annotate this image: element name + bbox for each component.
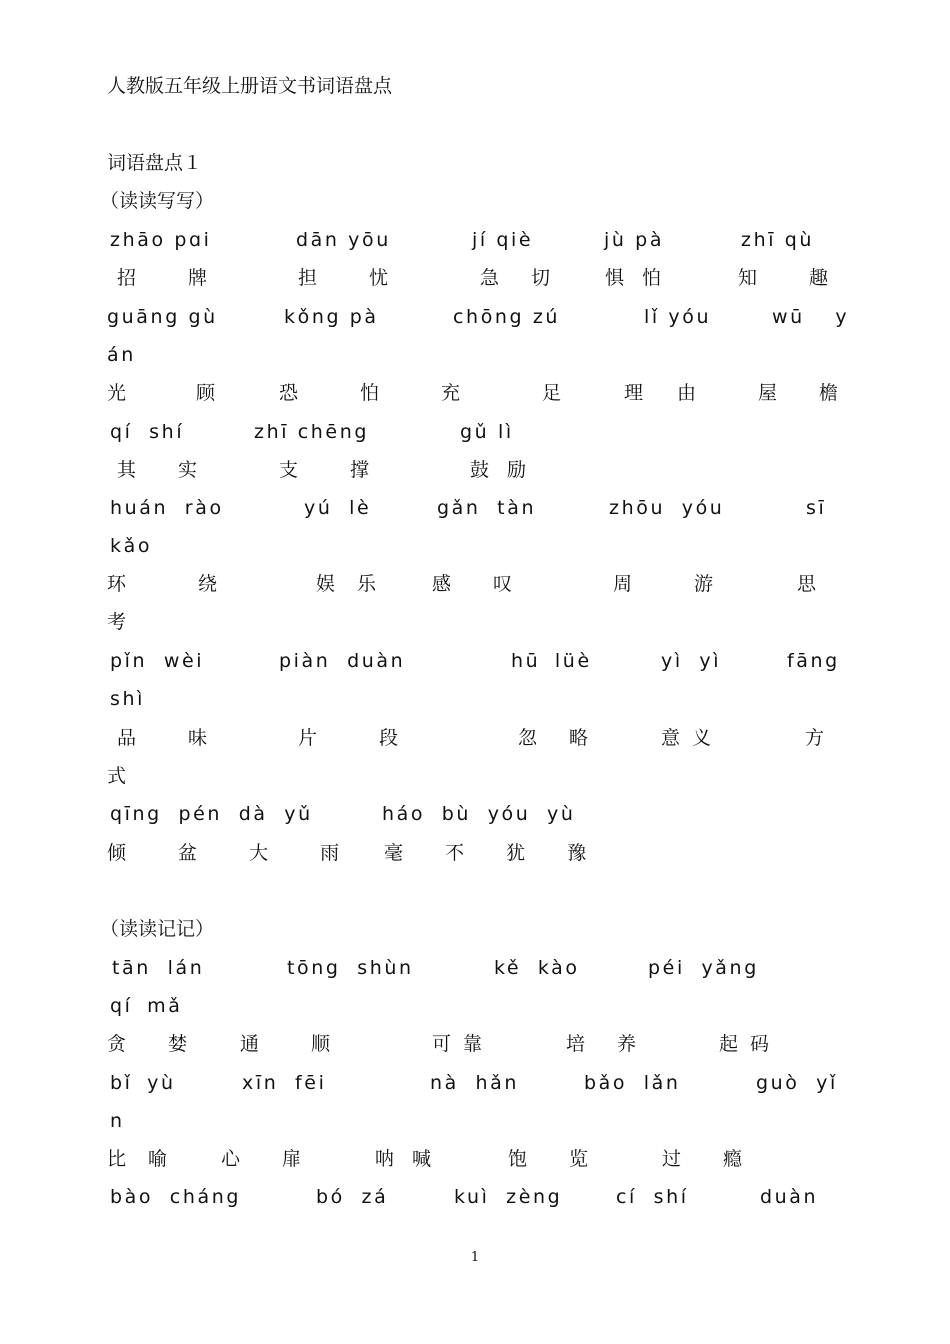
pinyin: péi yǎng bbox=[648, 957, 759, 979]
pinyin: lǐ yóu bbox=[644, 306, 712, 328]
hanzi: 贪 婪 bbox=[107, 1033, 188, 1055]
pinyin: piàn duàn bbox=[279, 650, 406, 672]
pinyin-continued: kǎo bbox=[110, 535, 153, 557]
hanzi: 毫 不 犹 豫 bbox=[384, 842, 587, 864]
hanzi: 周 游 bbox=[613, 573, 714, 595]
hanzi: 呐 喊 bbox=[375, 1148, 432, 1170]
pinyin-continued: án bbox=[107, 344, 136, 366]
hanzi: 培 养 bbox=[566, 1033, 637, 1055]
pinyin: qí mǎ bbox=[110, 995, 183, 1017]
hanzi: 恐 怕 bbox=[279, 382, 380, 404]
pinyin-continued: shì bbox=[110, 688, 146, 710]
section-title: 词语盘点１ bbox=[107, 152, 203, 174]
pinyin: pǐn wèi bbox=[110, 650, 205, 672]
doc-title: 人教版五年级上册语文书词语盘点 bbox=[107, 75, 393, 97]
hanzi-continued: 考 bbox=[107, 611, 127, 633]
pinyin: chōng zú bbox=[453, 306, 561, 328]
pinyin: bào cháng bbox=[110, 1186, 242, 1208]
pinyin: wū y bbox=[772, 306, 850, 328]
pinyin: kě kào bbox=[494, 957, 580, 979]
pinyin: gǔ lì bbox=[460, 421, 514, 443]
hanzi: 娱 乐 bbox=[316, 573, 377, 595]
pinyin: dān yōu bbox=[296, 229, 391, 251]
pinyin: bó zá bbox=[316, 1186, 389, 1208]
pinyin: yú lè bbox=[304, 497, 372, 519]
hanzi: 忽 略 bbox=[518, 727, 589, 749]
hanzi: 方 bbox=[805, 727, 825, 749]
hanzi: 充 足 bbox=[441, 382, 562, 404]
hanzi: 感 叹 bbox=[432, 573, 513, 595]
page-number: 1 bbox=[470, 1250, 480, 1265]
hanzi: 急 切 bbox=[480, 267, 551, 289]
hanzi: 倾 盆 大 雨 bbox=[107, 842, 340, 864]
pinyin: yì yì bbox=[661, 650, 722, 672]
hanzi: 担 忧 bbox=[298, 267, 389, 289]
pinyin: nà hǎn bbox=[430, 1072, 520, 1094]
pinyin: sī bbox=[806, 497, 827, 519]
hanzi: 思 bbox=[797, 573, 817, 595]
pinyin: guò yǐ bbox=[756, 1072, 838, 1094]
hanzi: 通 顺 bbox=[240, 1033, 331, 1055]
hanzi: 鼓 励 bbox=[470, 459, 527, 481]
hanzi: 光 顾 bbox=[107, 382, 216, 404]
hanzi: 比 喻 bbox=[107, 1148, 168, 1170]
hanzi: 环 绕 bbox=[107, 573, 218, 595]
hanzi: 起 码 bbox=[719, 1033, 770, 1055]
pinyin: qīng pén dà yǔ bbox=[110, 803, 313, 825]
hanzi: 饱 览 bbox=[508, 1148, 589, 1170]
pinyin: guāng gù bbox=[107, 306, 218, 328]
pinyin: qí shí bbox=[110, 421, 185, 443]
pinyin: hū lüè bbox=[511, 650, 592, 672]
hanzi: 知 趣 bbox=[738, 267, 829, 289]
pinyin: xīn fēi bbox=[242, 1072, 327, 1094]
subsection-heading: （读读写写） bbox=[100, 190, 215, 212]
hanzi: 品 味 bbox=[117, 727, 208, 749]
hanzi: 支 撑 bbox=[279, 459, 370, 481]
pinyin: jí qiè bbox=[472, 229, 534, 251]
pinyin: tōng shùn bbox=[287, 957, 414, 979]
pinyin: háo bù yóu yù bbox=[382, 803, 576, 825]
pinyin: cí shí bbox=[616, 1186, 689, 1208]
pinyin: zhāo pɑi bbox=[110, 229, 212, 251]
pinyin: jù pà bbox=[604, 229, 665, 251]
pinyin: zhī chēng bbox=[254, 421, 370, 443]
pinyin: kǒng pà bbox=[284, 306, 379, 328]
pinyin: tān lán bbox=[112, 957, 205, 979]
pinyin-continued: n bbox=[110, 1110, 125, 1132]
pinyin: bǐ yù bbox=[110, 1072, 176, 1094]
hanzi: 招 牌 bbox=[117, 267, 208, 289]
pinyin: zhī qù bbox=[741, 229, 815, 251]
pinyin: gǎn tàn bbox=[437, 497, 537, 519]
pinyin: bǎo lǎn bbox=[584, 1072, 681, 1094]
pinyin: kuì zèng bbox=[454, 1186, 563, 1208]
hanzi: 可 靠 bbox=[432, 1033, 483, 1055]
hanzi-continued: 式 bbox=[107, 765, 127, 787]
hanzi: 心 扉 bbox=[221, 1148, 302, 1170]
subsection-heading: （读读记记） bbox=[100, 918, 215, 940]
hanzi: 片 段 bbox=[298, 727, 399, 749]
pinyin: huán rào bbox=[110, 497, 224, 519]
hanzi: 其 实 bbox=[117, 459, 198, 481]
pinyin: duàn bbox=[760, 1186, 819, 1208]
hanzi: 过 瘾 bbox=[662, 1148, 743, 1170]
hanzi: 惧 怕 bbox=[605, 267, 662, 289]
pinyin: zhōu yóu bbox=[609, 497, 725, 519]
hanzi: 屋 檐 bbox=[758, 382, 839, 404]
hanzi: 意 义 bbox=[661, 727, 712, 749]
pinyin: fāng bbox=[787, 650, 840, 672]
hanzi: 理 由 bbox=[624, 382, 697, 404]
